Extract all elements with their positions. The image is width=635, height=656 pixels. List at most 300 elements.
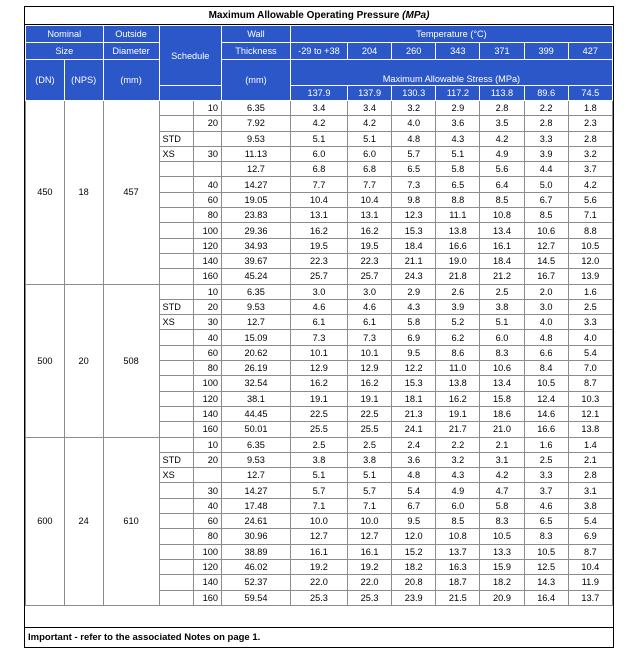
pressure-cell: 5.1 (480, 315, 524, 330)
pressure-cell: 6.5 (524, 514, 568, 529)
pressure-cell: 4.3 (392, 299, 436, 314)
pressure-cell: 25.5 (348, 422, 392, 437)
schedule-b-cell (194, 468, 222, 483)
pressure-cell: 12.5 (524, 559, 568, 574)
wall-thickness-cell: 59.54 (222, 590, 291, 605)
schedule-b-cell: 30 (194, 146, 222, 161)
pressure-cell: 4.2 (480, 131, 524, 146)
pressure-cell: 12.9 (290, 361, 347, 376)
schedule-b-cell: 160 (194, 590, 222, 605)
pressure-cell: 19.1 (436, 406, 480, 421)
wall-thickness-cell: 24.61 (222, 514, 291, 529)
pressure-cell: 8.3 (480, 345, 524, 360)
pressure-cell: 4.6 (348, 299, 392, 314)
pressure-cell: 10.5 (524, 544, 568, 559)
pressure-cell: 5.2 (436, 315, 480, 330)
pressure-cell: 2.1 (480, 437, 524, 452)
pressure-cell: 10.1 (348, 345, 392, 360)
wall-thickness-cell: 9.53 (222, 299, 291, 314)
pressure-cell: 5.1 (348, 131, 392, 146)
pressure-cell: 2.5 (348, 437, 392, 452)
pressure-cell: 2.8 (480, 101, 524, 116)
pressure-cell: 2.2 (436, 437, 480, 452)
nps-cell: 20 (64, 284, 103, 437)
wall-thickness-cell: 44.45 (222, 406, 291, 421)
temp-2: 260 (392, 43, 436, 60)
pressure-cell: 25.7 (348, 269, 392, 284)
pressure-cell: 20.9 (480, 590, 524, 605)
pressure-cell: 21.3 (392, 406, 436, 421)
pressure-cell: 10.4 (348, 192, 392, 207)
wall-thickness-cell: 6.35 (222, 284, 291, 299)
pressure-cell: 3.2 (436, 452, 480, 467)
temp-4: 371 (480, 43, 524, 60)
stress-0: 137.9 (290, 86, 347, 101)
pressure-cell: 10.1 (290, 345, 347, 360)
schedule-a-cell (159, 162, 193, 177)
pressure-cell: 2.1 (568, 452, 612, 467)
pressure-cell: 2.5 (480, 284, 524, 299)
wall-thickness-cell: 9.53 (222, 131, 291, 146)
pressure-cell: 12.4 (524, 391, 568, 406)
pressure-cell: 18.2 (480, 575, 524, 590)
pressure-cell: 19.5 (290, 238, 347, 253)
pressure-cell: 13.7 (436, 544, 480, 559)
header-nps: (NPS) (64, 60, 103, 101)
pressure-cell: 3.0 (290, 284, 347, 299)
wall-thickness-cell: 38.89 (222, 544, 291, 559)
pressure-cell: 22.3 (290, 253, 347, 268)
schedule-b-cell: 40 (194, 498, 222, 513)
schedule-a-cell (159, 391, 193, 406)
pressure-cell: 21.0 (480, 422, 524, 437)
pressure-cell: 11.9 (568, 575, 612, 590)
pressure-cell: 11.0 (436, 361, 480, 376)
pressure-cell: 3.6 (436, 116, 480, 131)
pressure-cell: 13.8 (436, 223, 480, 238)
pressure-cell: 3.3 (524, 131, 568, 146)
wall-thickness-cell: 23.83 (222, 208, 291, 223)
wall-thickness-cell: 38.1 (222, 391, 291, 406)
schedule-b-cell: 40 (194, 330, 222, 345)
pressure-cell: 16.2 (348, 376, 392, 391)
pressure-cell: 10.0 (348, 514, 392, 529)
pressure-cell: 16.1 (348, 544, 392, 559)
pressure-cell: 25.7 (290, 269, 347, 284)
schedule-b-cell: 80 (194, 361, 222, 376)
pressure-cell: 13.8 (436, 376, 480, 391)
schedule-a-cell (159, 376, 193, 391)
pressure-cell: 4.2 (568, 177, 612, 192)
schedule-b-cell: 10 (194, 284, 222, 299)
table-title (25, 7, 613, 25)
pressure-cell: 3.1 (568, 483, 612, 498)
wall-thickness-cell: 29.36 (222, 223, 291, 238)
pressure-cell: 19.2 (348, 559, 392, 574)
header-outside: Outside (103, 26, 159, 43)
schedule-b-cell: 140 (194, 575, 222, 590)
pressure-cell: 2.5 (524, 452, 568, 467)
schedule-b-cell: 100 (194, 223, 222, 238)
pressure-cell: 21.8 (436, 269, 480, 284)
schedule-a-cell (159, 330, 193, 345)
stress-1: 137.9 (348, 86, 392, 101)
schedule-a-cell (159, 361, 193, 376)
wall-thickness-cell: 32.54 (222, 376, 291, 391)
schedule-a-cell: XS (159, 468, 193, 483)
pressure-cell: 5.1 (290, 131, 347, 146)
schedule-a-cell (159, 483, 193, 498)
pressure-cell: 24.3 (392, 269, 436, 284)
schedule-a-cell: STD (159, 299, 193, 314)
pressure-cell: 3.8 (348, 452, 392, 467)
schedule-b-cell: 120 (194, 391, 222, 406)
pressure-cell: 3.5 (480, 116, 524, 131)
pressure-cell: 5.8 (436, 162, 480, 177)
pressure-cell: 5.4 (392, 483, 436, 498)
pressure-cell: 5.8 (480, 498, 524, 513)
schedule-b-cell: 160 (194, 269, 222, 284)
header-schedule: Schedule (159, 26, 221, 86)
pressure-cell: 18.6 (480, 406, 524, 421)
pressure-cell: 21.2 (480, 269, 524, 284)
pressure-cell: 7.7 (290, 177, 347, 192)
pressure-cell: 6.5 (392, 162, 436, 177)
pressure-cell: 21.7 (436, 422, 480, 437)
pressure-cell: 4.9 (436, 483, 480, 498)
wall-thickness-cell: 11.13 (222, 146, 291, 161)
header-thickness: Thickness (222, 43, 291, 60)
schedule-b-cell: 140 (194, 406, 222, 421)
pressure-cell: 4.7 (480, 483, 524, 498)
schedule-a-cell: XS (159, 315, 193, 330)
pressure-cell: 18.4 (392, 238, 436, 253)
pressure-cell: 8.3 (480, 514, 524, 529)
schedule-a-cell (159, 514, 193, 529)
schedule-b-cell: 160 (194, 422, 222, 437)
schedule-a-cell (159, 544, 193, 559)
pressure-cell: 6.1 (290, 315, 347, 330)
stress-5: 89.6 (524, 86, 568, 101)
pressure-cell: 7.1 (568, 208, 612, 223)
pressure-cell: 4.9 (480, 146, 524, 161)
pressure-cell: 16.6 (524, 422, 568, 437)
pressure-cell: 4.2 (348, 116, 392, 131)
schedule-a-cell (159, 284, 193, 299)
nps-cell: 24 (64, 437, 103, 605)
pressure-cell: 2.8 (568, 468, 612, 483)
pressure-cell: 7.3 (348, 330, 392, 345)
pressure-cell: 4.3 (436, 468, 480, 483)
pressure-cell: 1.8 (568, 101, 612, 116)
pressure-cell: 8.8 (568, 223, 612, 238)
pressure-cell: 4.0 (524, 315, 568, 330)
pressure-cell: 14.5 (524, 253, 568, 268)
pressure-cell: 18.2 (392, 559, 436, 574)
schedule-b-cell (194, 162, 222, 177)
pressure-cell: 2.8 (568, 131, 612, 146)
schedule-b-cell: 10 (194, 101, 222, 116)
wall-thickness-cell: 6.35 (222, 437, 291, 452)
pressure-cell: 8.5 (436, 514, 480, 529)
title-unit: (MPa) (402, 10, 430, 21)
pressure-cell: 4.8 (392, 131, 436, 146)
pressure-cell: 16.7 (524, 269, 568, 284)
header-temperature: Temperature (°C) (290, 26, 612, 43)
pressure-cell: 7.0 (568, 361, 612, 376)
pressure-cell: 3.1 (480, 452, 524, 467)
pressure-cell: 8.5 (480, 192, 524, 207)
pressure-cell: 16.4 (524, 590, 568, 605)
pressure-cell: 8.7 (568, 544, 612, 559)
wall-thickness-cell: 45.24 (222, 269, 291, 284)
header-wall: Wall (222, 26, 291, 43)
pressure-cell: 25.3 (348, 590, 392, 605)
pressure-cell: 19.1 (348, 391, 392, 406)
pressure-cell: 2.5 (568, 299, 612, 314)
schedule-a-cell (159, 498, 193, 513)
wall-thickness-cell: 7.92 (222, 116, 291, 131)
pressure-cell: 5.7 (392, 146, 436, 161)
pressure-cell: 8.4 (524, 361, 568, 376)
pressure-cell: 22.0 (290, 575, 347, 590)
schedule-b-cell: 80 (194, 208, 222, 223)
pressure-cell: 19.0 (436, 253, 480, 268)
pressure-cell: 5.1 (348, 468, 392, 483)
pressure-cell: 3.2 (392, 101, 436, 116)
wall-thickness-cell: 20.62 (222, 345, 291, 360)
pressure-cell: 12.1 (568, 406, 612, 421)
pressure-cell: 19.2 (290, 559, 347, 574)
pressure-cell: 22.5 (290, 406, 347, 421)
pressure-cell: 6.4 (480, 177, 524, 192)
pressure-cell: 6.0 (436, 498, 480, 513)
pressure-cell: 13.8 (568, 422, 612, 437)
schedule-a-cell (159, 116, 193, 131)
pressure-cell: 6.0 (290, 146, 347, 161)
pressure-cell: 2.4 (392, 437, 436, 452)
pressure-cell: 7.1 (348, 498, 392, 513)
table-row (26, 437, 613, 452)
pressure-cell: 3.8 (568, 498, 612, 513)
pressure-cell: 13.9 (568, 269, 612, 284)
pressure-cell: 2.0 (524, 284, 568, 299)
header-dn: (DN) (26, 60, 65, 101)
temp-1: 204 (348, 43, 392, 60)
schedule-b-cell: 60 (194, 514, 222, 529)
pressure-cell: 5.7 (290, 483, 347, 498)
schedule-b-cell: 100 (194, 544, 222, 559)
pressure-cell: 9.8 (392, 192, 436, 207)
pressure-cell: 22.5 (348, 406, 392, 421)
pressure-cell: 5.6 (480, 162, 524, 177)
header-schedule-spacer (159, 86, 221, 101)
schedule-b-cell: 80 (194, 529, 222, 544)
pressure-cell: 16.2 (436, 391, 480, 406)
schedule-a-cell (159, 253, 193, 268)
pressure-cell: 19.1 (290, 391, 347, 406)
pressure-cell: 6.7 (524, 192, 568, 207)
pressure-cell: 12.9 (348, 361, 392, 376)
schedule-a-cell (159, 437, 193, 452)
pressure-cell: 6.9 (392, 330, 436, 345)
schedule-a-cell: STD (159, 452, 193, 467)
wall-thickness-cell: 12.7 (222, 315, 291, 330)
pressure-cell: 13.1 (290, 208, 347, 223)
table-header (26, 26, 613, 101)
nps-cell: 18 (64, 101, 103, 285)
pressure-cell: 20.8 (392, 575, 436, 590)
pressure-cell: 6.0 (348, 146, 392, 161)
table-row (26, 284, 613, 299)
wall-thickness-cell: 17.48 (222, 498, 291, 513)
pressure-cell: 3.9 (436, 299, 480, 314)
wall-thickness-cell: 12.7 (222, 468, 291, 483)
pressure-cell: 4.2 (480, 468, 524, 483)
pressure-cell: 16.2 (348, 223, 392, 238)
pressure-cell: 5.6 (568, 192, 612, 207)
wall-thickness-cell: 34.93 (222, 238, 291, 253)
schedule-a-cell (159, 422, 193, 437)
pressure-cell: 10.6 (524, 223, 568, 238)
pressure-cell: 15.2 (392, 544, 436, 559)
pressure-cell: 12.2 (392, 361, 436, 376)
wall-thickness-cell: 26.19 (222, 361, 291, 376)
pressure-cell: 15.3 (392, 223, 436, 238)
pressure-cell: 8.5 (524, 208, 568, 223)
pressure-cell: 5.1 (290, 468, 347, 483)
pressure-cell: 6.8 (348, 162, 392, 177)
pressure-cell: 15.8 (480, 391, 524, 406)
pressure-cell: 7.1 (290, 498, 347, 513)
pressure-cell: 16.3 (436, 559, 480, 574)
pressure-cell: 3.7 (524, 483, 568, 498)
od-cell: 457 (103, 101, 159, 285)
pressure-cell: 3.8 (480, 299, 524, 314)
title-text: Maximum Allowable Operating Pressure (208, 10, 400, 21)
pressure-cell: 10.5 (480, 529, 524, 544)
pressure-cell: 3.6 (392, 452, 436, 467)
schedule-a-cell (159, 406, 193, 421)
pressure-table (25, 25, 613, 606)
pressure-cell: 6.9 (568, 529, 612, 544)
pressure-cell: 5.7 (348, 483, 392, 498)
pressure-table-sheet (24, 6, 614, 648)
pressure-cell: 16.6 (436, 238, 480, 253)
pressure-cell: 3.3 (568, 315, 612, 330)
pressure-cell: 3.3 (524, 468, 568, 483)
schedule-a-cell (159, 269, 193, 284)
pressure-cell: 10.6 (480, 361, 524, 376)
schedule-b-cell: 30 (194, 483, 222, 498)
dn-cell: 600 (26, 437, 65, 605)
pressure-cell: 3.4 (290, 101, 347, 116)
od-cell: 508 (103, 284, 159, 437)
schedule-a-cell (159, 590, 193, 605)
wall-thickness-cell: 30.96 (222, 529, 291, 544)
pressure-cell: 3.8 (290, 452, 347, 467)
header-od-unit: (mm) (103, 60, 159, 101)
pressure-cell: 5.4 (568, 514, 612, 529)
schedule-a-cell: XS (159, 146, 193, 161)
stress-4: 113.8 (480, 86, 524, 101)
pressure-cell: 18.1 (392, 391, 436, 406)
pressure-cell: 12.7 (348, 529, 392, 544)
schedule-b-cell (194, 131, 222, 146)
pressure-cell: 22.3 (348, 253, 392, 268)
wall-thickness-cell: 14.27 (222, 177, 291, 192)
header-diameter: Diameter (103, 43, 159, 60)
table-row (26, 101, 613, 116)
pressure-cell: 6.2 (436, 330, 480, 345)
pressure-cell: 3.7 (568, 162, 612, 177)
pressure-cell: 6.6 (524, 345, 568, 360)
pressure-cell: 3.0 (524, 299, 568, 314)
pressure-cell: 16.1 (480, 238, 524, 253)
schedule-a-cell (159, 559, 193, 574)
pressure-cell: 2.2 (524, 101, 568, 116)
pressure-cell: 4.2 (290, 116, 347, 131)
pressure-cell: 4.4 (524, 162, 568, 177)
pressure-cell: 13.4 (480, 223, 524, 238)
schedule-a-cell: STD (159, 131, 193, 146)
schedule-b-cell: 20 (194, 116, 222, 131)
pressure-cell: 10.3 (568, 391, 612, 406)
pressure-cell: 4.6 (290, 299, 347, 314)
wall-thickness-cell: 9.53 (222, 452, 291, 467)
wall-thickness-cell: 46.02 (222, 559, 291, 574)
pressure-cell: 10.4 (290, 192, 347, 207)
pressure-cell: 16.2 (290, 376, 347, 391)
pressure-cell: 2.5 (290, 437, 347, 452)
table-body (26, 101, 613, 606)
wall-thickness-cell: 50.01 (222, 422, 291, 437)
pressure-cell: 3.0 (348, 284, 392, 299)
pressure-cell: 12.7 (524, 238, 568, 253)
pressure-cell: 10.8 (436, 529, 480, 544)
pressure-cell: 5.8 (392, 315, 436, 330)
pressure-cell: 6.0 (480, 330, 524, 345)
schedule-a-cell (159, 101, 193, 116)
schedule-a-cell (159, 192, 193, 207)
pressure-cell: 21.1 (392, 253, 436, 268)
wall-thickness-cell: 52.37 (222, 575, 291, 590)
schedule-b-cell: 40 (194, 177, 222, 192)
pressure-cell: 13.1 (348, 208, 392, 223)
schedule-b-cell: 120 (194, 559, 222, 574)
pressure-cell: 2.9 (436, 101, 480, 116)
pressure-cell: 8.7 (568, 376, 612, 391)
pressure-cell: 19.5 (348, 238, 392, 253)
pressure-cell: 7.3 (392, 177, 436, 192)
schedule-a-cell (159, 223, 193, 238)
pressure-cell: 1.6 (568, 284, 612, 299)
pressure-cell: 4.8 (392, 468, 436, 483)
schedule-b-cell: 30 (194, 315, 222, 330)
pressure-cell: 25.5 (290, 422, 347, 437)
dn-cell: 450 (26, 101, 65, 285)
pressure-cell: 7.3 (290, 330, 347, 345)
pressure-cell: 12.7 (290, 529, 347, 544)
temp-5: 399 (524, 43, 568, 60)
pressure-cell: 13.7 (568, 590, 612, 605)
pressure-cell: 8.3 (524, 529, 568, 544)
wall-thickness-cell: 19.05 (222, 192, 291, 207)
pressure-cell: 10.5 (568, 238, 612, 253)
schedule-a-cell (159, 575, 193, 590)
pressure-cell: 1.6 (524, 437, 568, 452)
header-wall-unit: (mm) (222, 60, 291, 101)
